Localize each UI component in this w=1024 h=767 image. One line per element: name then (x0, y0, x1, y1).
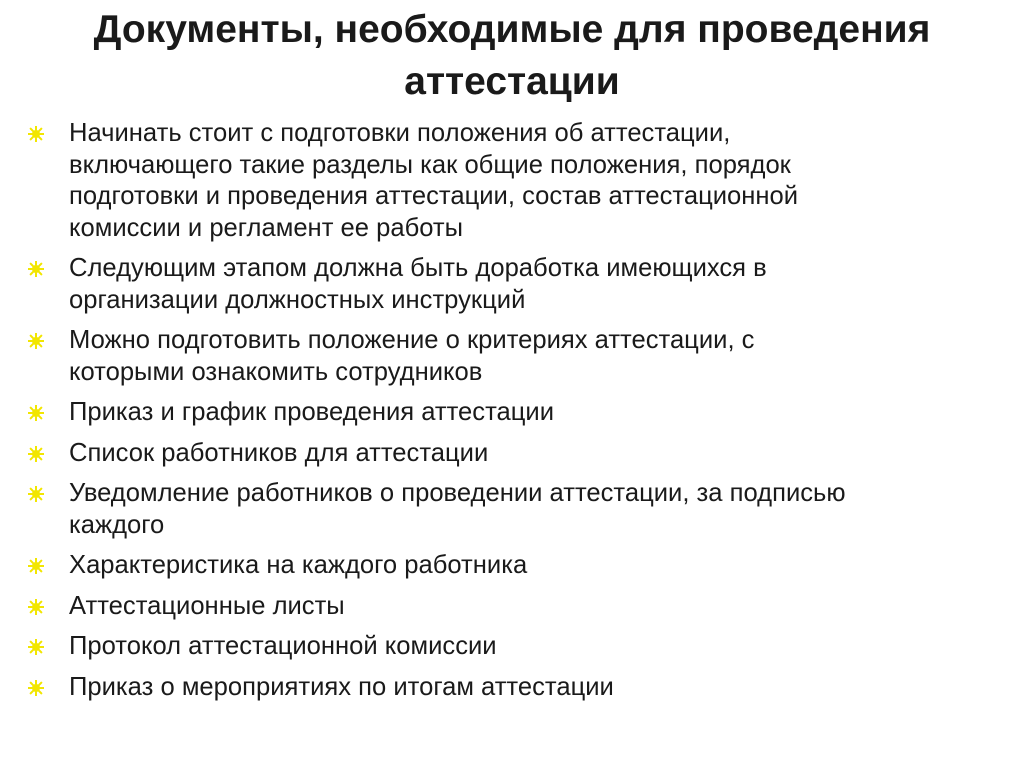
sun-icon (28, 599, 44, 615)
bullet-line: Уведомление работников о проведении аттестации, за подписью (69, 479, 846, 507)
sun-icon-graphic (28, 446, 44, 462)
bullet-line: Приказ о мероприятиях по итогам аттестации (69, 672, 614, 701)
bullet-item (28, 591, 1013, 623)
bullet-line: Приказ и график проведения аттестации (69, 398, 555, 426)
title-line: аттестации (404, 60, 620, 103)
bullet-item (28, 253, 1013, 316)
bullet-line: Начинать стоит с подготовки положения об аттестации, (69, 119, 731, 147)
sun-icon (28, 558, 44, 574)
sun-icon (28, 486, 44, 502)
bullet-line: Аттестационные листы (69, 591, 345, 620)
bullet-line: Список работников для аттестации (69, 438, 489, 467)
sun-icon (28, 446, 44, 462)
bullet-item (28, 672, 1013, 704)
bullet-item (28, 550, 1013, 582)
bullet-line: Следующим этапом должна быть доработка имеющихся в (69, 254, 767, 282)
bullet-line: Протокол аттестационной комиссии (69, 632, 497, 660)
bullet-item (28, 631, 1013, 663)
sun-icon-graphic (28, 680, 44, 696)
sun-icon-graphic (28, 261, 44, 277)
sun-icon (28, 680, 44, 696)
slide-title (0, 4, 1024, 108)
bullet-line: Можно подготовить положение о критериях аттестации, с (69, 326, 755, 354)
sun-icon-graphic (28, 126, 44, 142)
sun-icon (28, 261, 44, 277)
bullet-line: включающего такие разделы как общие положения, порядок (69, 150, 791, 179)
bullet-line: которыми ознакомить сотрудников (69, 357, 483, 386)
sun-icon (28, 126, 44, 142)
bullet-line: Характеристика на каждого работника (69, 551, 528, 579)
sun-icon-graphic (28, 486, 44, 502)
bullet-item (28, 478, 1013, 541)
sun-icon-graphic (28, 558, 44, 574)
bullet-line: подготовки и проведения аттестации, состав аттестационной (69, 182, 799, 210)
sun-icon-graphic (28, 333, 44, 349)
sun-icon-graphic (28, 599, 44, 615)
title-line: Документы, необходимые для проведения (93, 8, 931, 51)
bullet-item (28, 118, 1013, 244)
sun-icon (28, 639, 44, 655)
sun-icon-graphic (28, 405, 44, 421)
bullet-line: комиссии и регламент ее работы (69, 213, 464, 242)
bullet-item (28, 325, 1013, 388)
bullet-item (28, 438, 1013, 470)
bullet-item (28, 397, 1013, 429)
bullet-line: каждого (69, 510, 165, 539)
bullet-line: организации должностных инструкций (69, 285, 526, 314)
sun-icon (28, 405, 44, 421)
sun-icon-graphic (28, 639, 44, 655)
sun-icon (28, 333, 44, 349)
bullet-list (28, 118, 1013, 712)
